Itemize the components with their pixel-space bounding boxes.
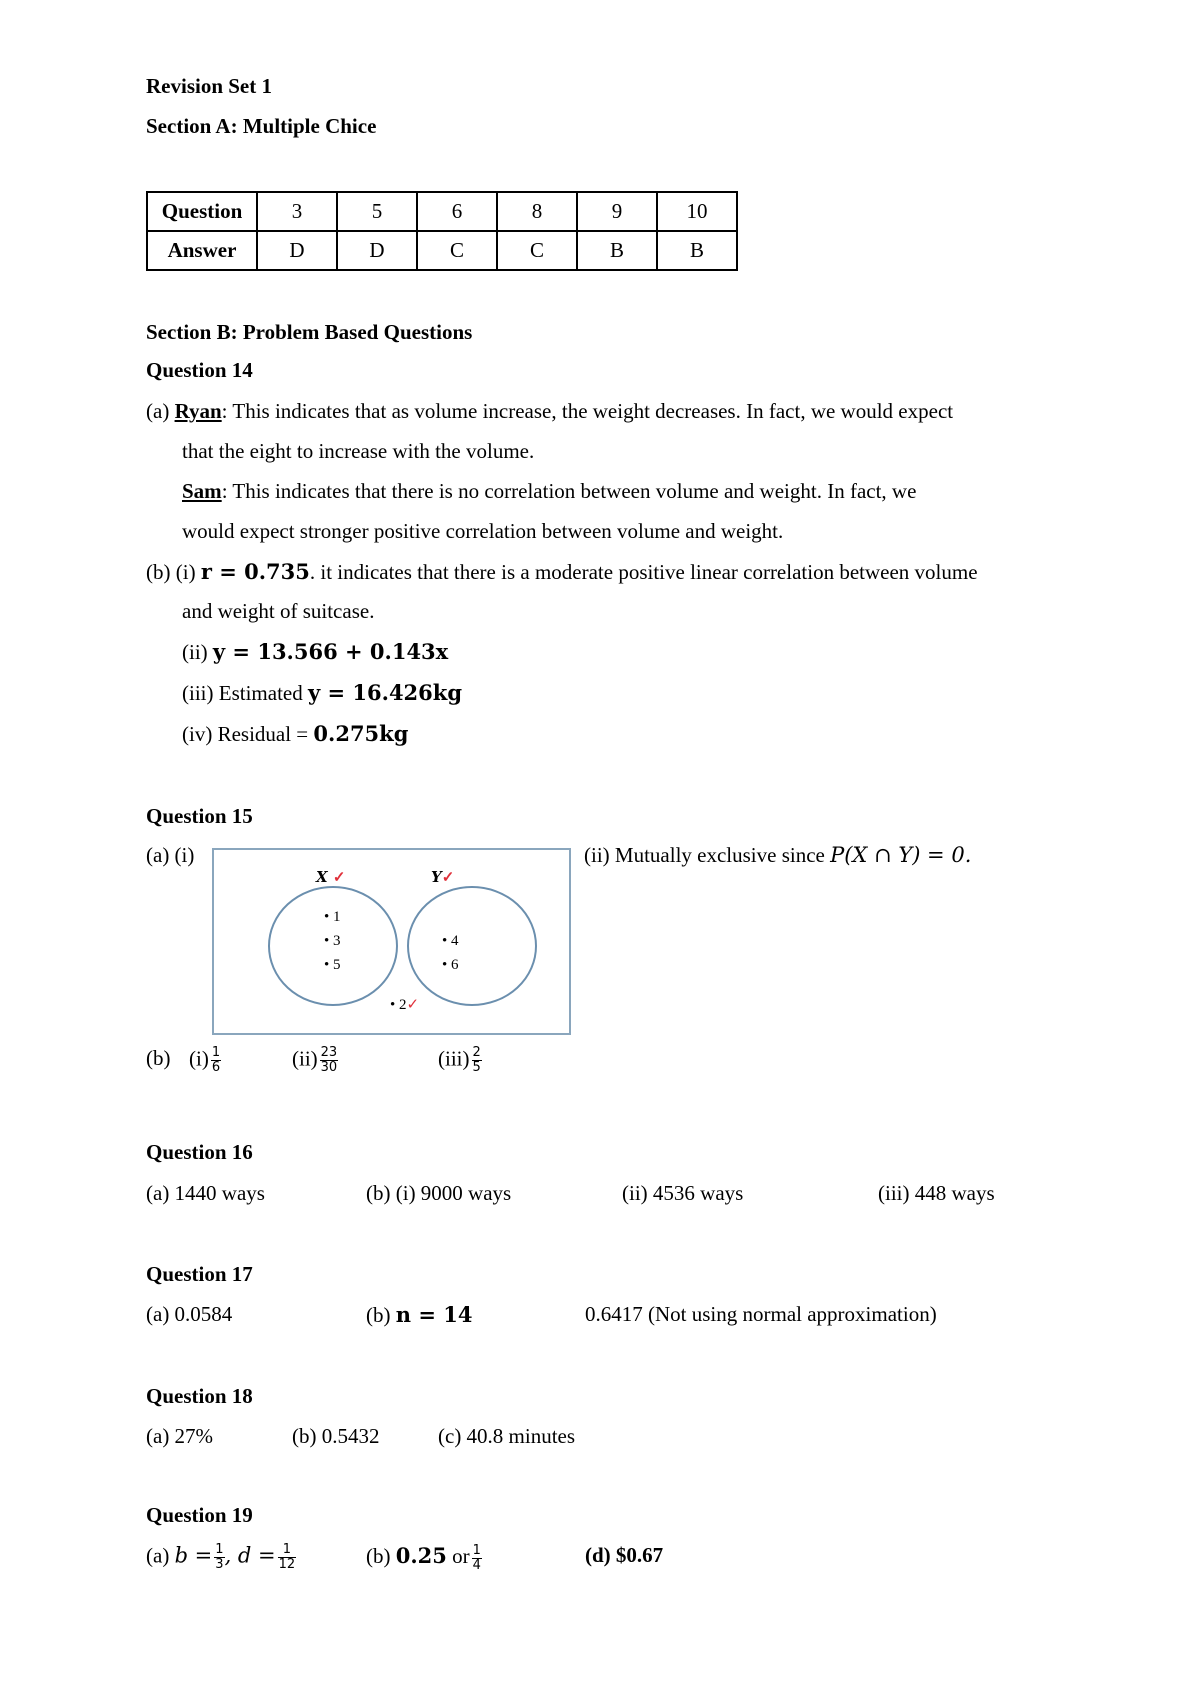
q18-c: (c) 40.8 minutes [438, 1424, 576, 1448]
outside-element-2: • 2✓ [390, 997, 420, 1013]
q15-b-i: (i) $\frac{1}{6}$ [189, 1045, 221, 1075]
q17-b: (b) n = 14 [366, 1302, 473, 1327]
q14-b-iv-math: 0.275kg [313, 721, 409, 746]
q16-b-ii: (ii) 4536 ways [622, 1181, 744, 1205]
fraction: $\frac{1}{6}$ [211, 1045, 221, 1075]
fraction: $\frac{1}{4}$ [472, 1542, 481, 1573]
question-cell: 6 [417, 192, 497, 231]
set-x-letter: X [316, 868, 328, 886]
fraction: $\frac{2}{5}$ [472, 1045, 481, 1075]
q17-b-math: n = 14 [395, 1302, 473, 1327]
check-icon: ✓ [332, 868, 346, 886]
q16-a: (a) 1440 ways [146, 1181, 265, 1205]
answer-cell: B [577, 231, 657, 270]
q19-a: (a) b = $\frac{1}{3}$ , d = $\frac{1}{12}$ [146, 1542, 296, 1572]
answer-cell: D [337, 231, 417, 270]
q16-b-i: (b) (i) 9000 ways [366, 1181, 512, 1205]
q15-b-iii: (iii) $\frac{2}{5}$ [438, 1045, 481, 1075]
check-icon: ✓ [406, 997, 420, 1013]
question-row-label: Question [147, 192, 257, 231]
q14-b-i-text-1: . it indicates that there is a moderate positive linear correlation between volume [309, 560, 978, 584]
q14-b-ii-math: y = 13.566 + 0.143x [212, 639, 449, 664]
element-6: • 6 [442, 957, 459, 973]
q17-c: 0.6417 (Not using normal approximation) [585, 1302, 937, 1326]
q17-title: Question 17 [146, 1262, 253, 1286]
q18-a: (a) 27% [146, 1424, 214, 1448]
q14-b-i-math: r = 0.735 [200, 559, 310, 584]
set-y-circle [408, 887, 536, 1005]
q15-b-ii: (ii) $\frac{23}{30}$ [292, 1045, 338, 1075]
q14-title: Question 14 [146, 358, 253, 382]
q14-a-line-1 [146, 399, 953, 424]
fraction: $\frac{1}{12}$ [278, 1542, 296, 1572]
answer-row [147, 231, 737, 270]
sam-text-1: : This indicates that there is no correlation between volume and weight. In fact, we [221, 479, 917, 503]
answer-cell: B [657, 231, 737, 270]
q19-title: Question 19 [146, 1503, 253, 1527]
question-row [147, 192, 737, 231]
document-title: Revision Set 1 [146, 74, 272, 98]
q14-b-i-line [146, 559, 978, 585]
answer-cell: C [497, 231, 577, 270]
q15-a-ii-math: P(X ∩ Y) = 0. [830, 843, 972, 867]
q14-b-iii-line [182, 680, 462, 706]
venn-diagram [212, 848, 571, 1035]
fraction: $\frac{1}{3}$ [215, 1542, 224, 1572]
ryan-text-2: that the eight to increase with the volume. [182, 439, 535, 463]
q19-b: (b) 0.25 or $\frac{1}{4}$ [366, 1542, 481, 1573]
section-a-heading: Section A: Multiple Chice [146, 114, 377, 138]
q14-b-i-text-2: and weight of suitcase. [182, 599, 375, 623]
q14-b-iii-math: y = 16.426kg [307, 680, 463, 705]
q14-b-iii-prefix: (iii) Estimated [182, 681, 308, 705]
set-y-elements [442, 929, 459, 977]
q14-a-prefix: (a) [146, 399, 175, 423]
ryan-name: Ryan [174, 399, 222, 423]
element-4: • 4 [442, 933, 459, 949]
answer-row-label: Answer [147, 231, 257, 270]
q14-b-ii-line [182, 639, 448, 665]
answer-table [146, 191, 738, 271]
q16-b-iii: (iii) 448 ways [878, 1181, 995, 1205]
question-cell: 5 [337, 192, 417, 231]
q15-title: Question 15 [146, 804, 253, 828]
q15-a-i-label: (a) (i) [146, 843, 195, 867]
set-y-label [431, 868, 454, 886]
q14-b-iv-prefix: (iv) Residual = [182, 722, 314, 746]
q14-b-i-prefix: (b) (i) [146, 560, 201, 584]
sam-line-1 [182, 479, 916, 504]
q19-d: (d) $0.67 [585, 1543, 664, 1567]
q15-b-prefix: (b) [146, 1046, 171, 1070]
ryan-text-1: : This indicates that as volume increase, the weight decreases. In fact, we would expect [221, 399, 954, 423]
element-3: • 3 [324, 933, 341, 949]
q14-b-ii-prefix: (ii) [182, 640, 213, 664]
fraction: $\frac{23}{30}$ [320, 1045, 338, 1075]
set-y-letter: Y [431, 868, 442, 886]
q16-title: Question 16 [146, 1140, 253, 1164]
answer-cell: D [257, 231, 337, 270]
set-x-label [316, 868, 345, 886]
check-icon: ✓ [441, 868, 455, 886]
question-cell: 10 [657, 192, 737, 231]
question-cell: 3 [257, 192, 337, 231]
element-5: • 5 [324, 957, 341, 973]
q15-a-ii-text: (ii) Mutually exclusive since [584, 843, 831, 867]
set-x-elements [324, 905, 341, 977]
element-1: • 1 [324, 909, 341, 925]
q18-b: (b) 0.5432 [292, 1424, 380, 1448]
sam-name: Sam [182, 479, 222, 503]
answer-cell: C [417, 231, 497, 270]
section-b-heading: Section B: Problem Based Questions [146, 320, 473, 344]
q17-a: (a) 0.0584 [146, 1302, 233, 1326]
q14-b-iv-line [182, 721, 408, 747]
q15-a-ii-line [584, 843, 971, 868]
q18-title: Question 18 [146, 1384, 253, 1408]
question-cell: 9 [577, 192, 657, 231]
sam-text-2: would expect stronger positive correlation between volume and weight. [182, 519, 784, 543]
question-cell: 8 [497, 192, 577, 231]
